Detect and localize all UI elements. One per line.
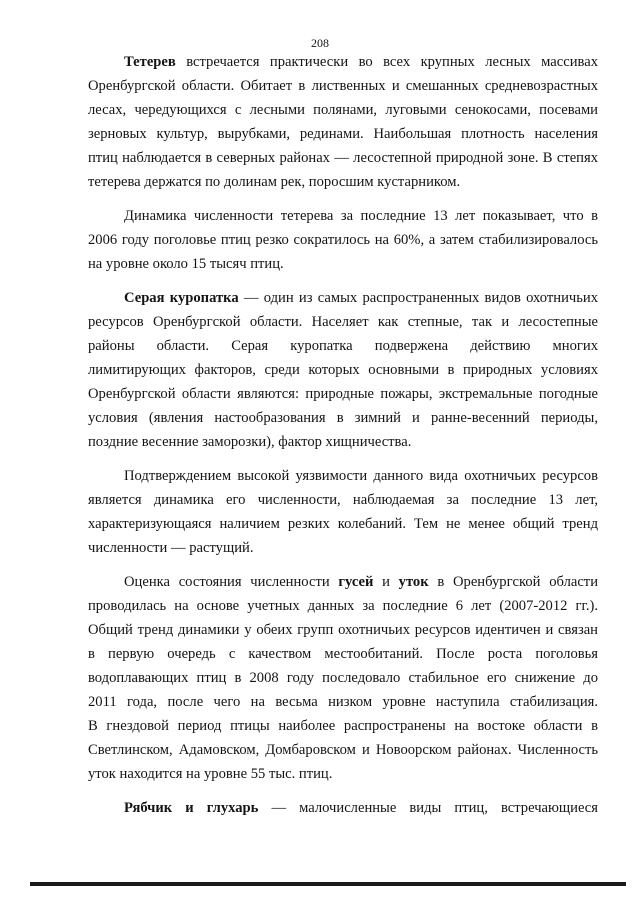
text-line: Оренбургской области являются: природные пожары, экстремальные погодные xyxy=(88,386,598,402)
text-line: районы области. Серая куропатка подвержена действию многих xyxy=(88,338,598,354)
bold-term: гусей xyxy=(338,574,374,590)
text-line: ресурсов Оренбургской области. Населяет как степные, так и лесостепные xyxy=(88,314,598,330)
text-line xyxy=(88,50,598,74)
text-line xyxy=(88,796,598,820)
line-text: — малочисленные виды птиц, встречающиеся xyxy=(258,800,598,816)
text-line: на уровне около 15 тысяч птиц. xyxy=(88,256,284,272)
text-line: в первую очередь с качеством местообитаний. После роста поголовья xyxy=(88,646,598,662)
line-text: встречается практически во всех крупных лесных массивах xyxy=(175,54,598,70)
text-line: уток находится на уровне 55 тыс. птиц. xyxy=(88,766,333,782)
text-line: Светлинском, Адамовском, Домбаровском и Новоорском районах. Численность xyxy=(88,742,598,758)
text-line: 2006 году поголовье птиц резко сократилось на 60%, а затем стабилизировалось xyxy=(88,232,598,248)
text-line: Общий тренд динамики у обеих групп охотничьих ресурсов идентичен и связан xyxy=(88,622,598,638)
text-line: численности — растущий. xyxy=(88,540,254,556)
text-line xyxy=(88,570,598,594)
line-text: — один из самых распространенных видов охотничьих xyxy=(238,290,598,306)
text-line: лимитирующих факторов, среди которых основными в природных условиях xyxy=(88,362,598,378)
text-line: Динамика численности тетерева за последние 13 лет показывает, что в xyxy=(124,208,598,224)
text-line: Оренбургской области. Обитает в лиственных и смешанных средневозрастных xyxy=(88,78,598,94)
text-line: лесах, чередующихся с лесными полянами, луговыми сенокосами, посевами xyxy=(88,102,598,118)
bottom-rule xyxy=(30,882,626,886)
text-line: условия (явления настообразования в зимний и ранне-весенний периоды, xyxy=(88,410,598,426)
text-line: характеризующаяся наличием резких колебаний. Тем не менее общий тренд xyxy=(88,516,598,532)
bold-term: уток xyxy=(398,574,429,590)
text-line: 2011 года, после чего на весьма низком уровне наступила стабилизация. xyxy=(88,694,598,710)
text-line: птиц наблюдается в северных районах — лесостепной природной зоне. В степях xyxy=(88,150,598,166)
line-text: и xyxy=(373,574,399,590)
bold-term: Рябчик и глухарь xyxy=(124,800,259,816)
bold-term: Серая куропатка xyxy=(124,290,239,306)
text-line: тетерева держатся по долинам рек, поросшим кустарником. xyxy=(88,174,461,190)
text-line: зерновых культур, вырубками, рединами. Наибольшая плотность населения xyxy=(88,126,598,142)
text-line: является динамика его численности, наблюдаемая за последние 13 лет, xyxy=(88,492,598,508)
page-number: 208 xyxy=(311,36,329,50)
line-text: в Оренбургской области xyxy=(428,574,598,590)
text-line xyxy=(88,286,598,310)
text-line: В гнездовой период птицы наиболее распространены на востоке области в xyxy=(88,718,598,734)
bold-term: Тетерев xyxy=(124,54,176,70)
line-text: Оценка состояния численности xyxy=(124,574,339,590)
text-line: поздние весенние заморозки), фактор хищничества. xyxy=(88,434,412,450)
text-line: проводилась на основе учетных данных за последние 6 лет (2007-2012 гг.). xyxy=(88,598,598,614)
text-line: Подтверждением высокой уязвимости данного вида охотничьих ресурсов xyxy=(124,468,598,484)
text-line: водоплавающих птиц в 2008 году последовало стабильное его снижение до xyxy=(88,670,598,686)
